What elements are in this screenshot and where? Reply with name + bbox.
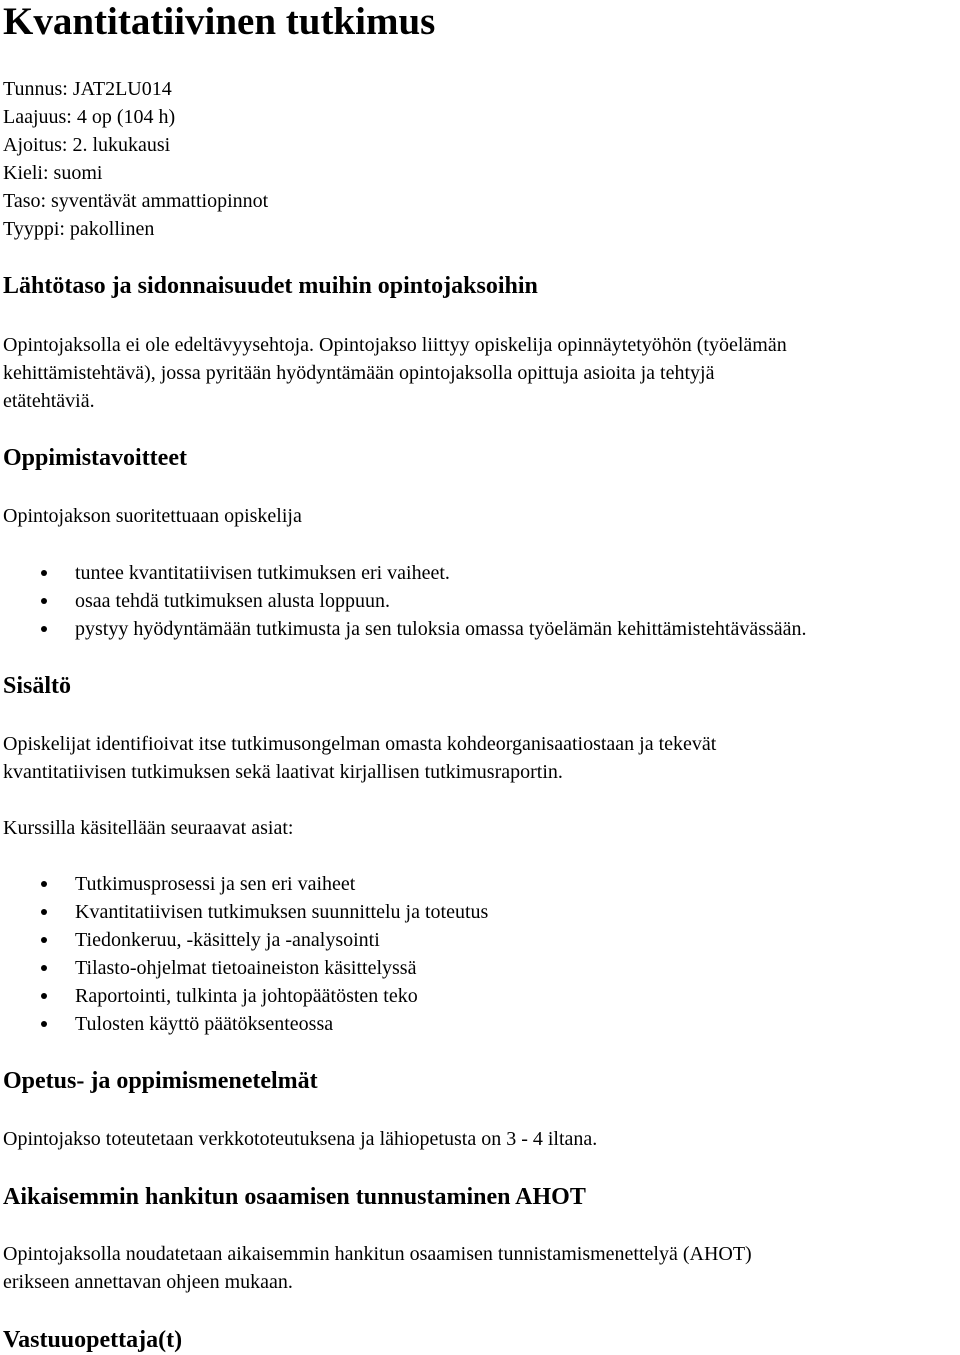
objectives-intro: Opintojakson suoritettuaan opiskelija bbox=[3, 505, 302, 527]
content-list bbox=[3, 870, 488, 1038]
ahot-line: Opintojaksolla noudatetaan aikaisemmin hankitun osaamisen tunnistamismenettelyä (AHOT) bbox=[3, 1243, 752, 1265]
heading-prerequisites: Lähtötaso ja sidonnaisuudet muihin opintojaksoihin bbox=[3, 273, 538, 299]
heading-ahot: Aikaisemmin hankitun osaamisen tunnustaminen AHOT bbox=[3, 1184, 586, 1210]
methods-text: Opintojakso toteutetaan verkkototeutuksena ja lähiopetusta on 3 - 4 iltana. bbox=[3, 1128, 598, 1150]
content-text bbox=[3, 730, 958, 786]
list-item: tuntee kvantitatiivisen tutkimuksen eri vaiheet. bbox=[3, 559, 807, 587]
heading-teachers: Vastuuopettaja(t) bbox=[3, 1327, 183, 1353]
meta-timing: Ajoitus: 2. lukukausi bbox=[3, 134, 171, 156]
content-line: kvantitatiivisen tutkimuksen sekä laativat kirjallisen tutkimusraportin. bbox=[3, 761, 563, 783]
course-meta bbox=[3, 75, 268, 243]
ahot-text bbox=[3, 1240, 958, 1296]
list-item: Tilasto-ohjelmat tietoaineiston käsittelyssä bbox=[3, 954, 488, 982]
meta-scope: Laajuus: 4 op (104 h) bbox=[3, 106, 176, 128]
list-item: Tulosten käyttö päätöksenteossa bbox=[3, 1010, 488, 1038]
list-item: pystyy hyödyntämään tutkimusta ja sen tuloksia omassa työelämän kehittämistehtävässään. bbox=[3, 615, 807, 643]
meta-language: Kieli: suomi bbox=[3, 162, 103, 184]
heading-content: Sisältö bbox=[3, 673, 72, 699]
content-intro: Kurssilla käsitellään seuraavat asiat: bbox=[3, 817, 294, 839]
content-line: Opiskelijat identifioivat itse tutkimusongelman omasta kohdeorganisaatiostaan ja tekevät bbox=[3, 733, 717, 755]
meta-type: Tyyppi: pakollinen bbox=[3, 218, 155, 240]
page-title: Kvantitatiivinen tutkimus bbox=[3, 0, 436, 43]
meta-code: Tunnus: JAT2LU014 bbox=[3, 78, 172, 100]
prerequisites-line: kehittämistehtävä), jossa pyritään hyödyntämään opintojaksolla opittuja asioita ja tehtyjä bbox=[3, 362, 715, 384]
objectives-list bbox=[3, 559, 807, 643]
heading-methods: Opetus- ja oppimismenetelmät bbox=[3, 1068, 318, 1094]
prerequisites-line: Opintojaksolla ei ole edeltävyysehtoja. Opintojakso liittyy opiskelija opinnäytetyöhön (työelämän bbox=[3, 334, 787, 356]
prerequisites-text bbox=[3, 331, 958, 415]
heading-objectives: Oppimistavoitteet bbox=[3, 445, 187, 471]
ahot-line: erikseen annettavan ohjeen mukaan. bbox=[3, 1271, 293, 1293]
list-item: Tiedonkeruu, -käsittely ja -analysointi bbox=[3, 926, 488, 954]
list-item: Kvantitatiivisen tutkimuksen suunnittelu ja toteutus bbox=[3, 898, 488, 926]
prerequisites-line: etätehtäviä. bbox=[3, 390, 95, 412]
list-item: Tutkimusprosessi ja sen eri vaiheet bbox=[3, 870, 488, 898]
list-item: Raportointi, tulkinta ja johtopäätösten teko bbox=[3, 982, 488, 1010]
list-item: osaa tehdä tutkimuksen alusta loppuun. bbox=[3, 587, 807, 615]
meta-level: Taso: syventävät ammattiopinnot bbox=[3, 190, 269, 212]
